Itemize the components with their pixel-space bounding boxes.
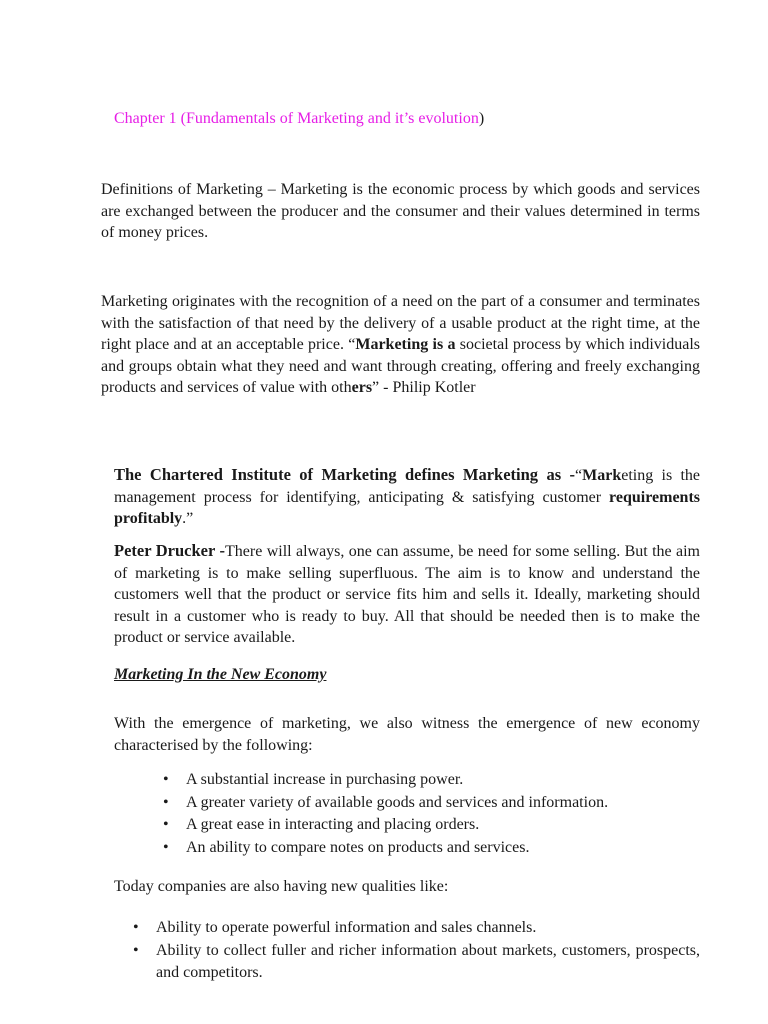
section-title: Marketing In the New Economy [114,666,327,683]
cim-heading: The Chartered Institute of Marketing defines Marketing as - [114,465,576,484]
list-item: • A great ease in interacting and placing orders. [156,814,700,837]
qualities-intro: Today companies are also having new qualities like: [114,878,449,895]
chapter-title: Chapter 1 (Fundamentals of Marketing and it’s evolution) [114,110,485,127]
kotler-paragraph: Marketing originates with the recognition of a need on the part of a consumer and terminates with the satisfaction of that need by the delivery of a usable product at the right time, at the right place and at an acceptable price. “Marketing is a societal process by which individuals and groups obtain what they need and want through creating, offering and freely exchanging products and services of value with others” - Philip Kotler [101,293,701,396]
cim-definition: The Chartered Institute of Marketing defines Marketing as -“Marketing is the management process for identifying, anticipating & satisfying customer requirements profitably.” [114,465,700,527]
list-item: • An ability to compare notes on products and services. [156,837,700,860]
new-economy-intro: With the emergence of marketing, we also witness the emergence of new economy characterised by the following: [114,715,700,754]
bullet-icon: • [133,941,139,959]
list-item: • Ability to operate powerful information and sales channels. [126,917,700,940]
bullet-icon: • [163,793,169,811]
new-economy-list [156,769,700,859]
drucker-heading: Peter Drucker - [114,541,226,560]
bullet-icon: • [163,816,169,833]
list-item: • A greater variety of available goods and services and information. [156,792,700,815]
bullet-icon: • [163,771,169,788]
bullet-icon: • [133,919,139,936]
drucker-paragraph: Peter Drucker -There will always, one can assume, be need for some selling. But the aim of marketing is to make selling superfluous. The aim is to know and understand the customers well that the product or service fits him and sells it. Ideally, marketing should result in a customer who is ready to buy. All that should be needed then is to make the product or service available. [114,541,700,646]
list-item: • A substantial increase in purchasing power. [156,769,700,792]
bullet-icon: • [163,838,169,856]
definition-paragraph: Definitions of Marketing – Marketing is the economic process by which goods and services are exchanged between the producer and the consumer and their values determined in terms of money prices. [101,181,700,241]
qualities-list [126,917,700,985]
list-item: • Ability to collect fuller and richer information about markets, customers, prospects, and competitors. [133,941,700,981]
